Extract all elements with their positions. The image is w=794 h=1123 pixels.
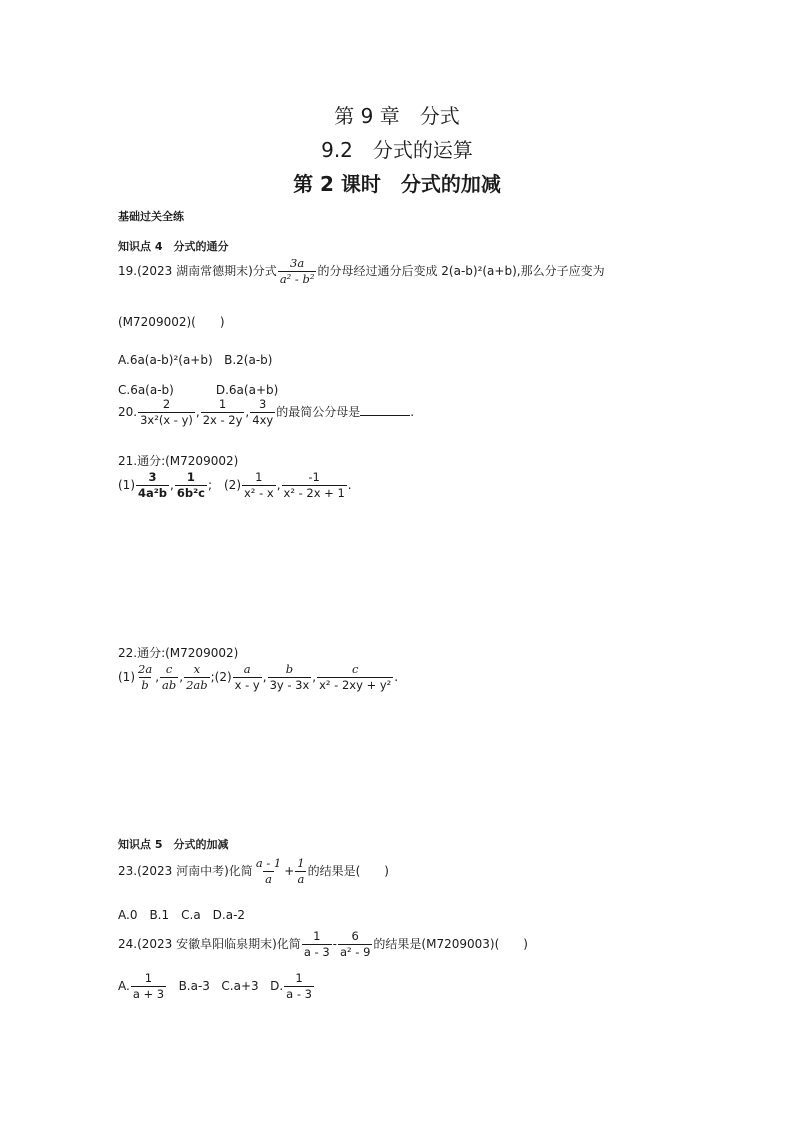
chapter-title: 第 9 章 分式	[334, 104, 460, 128]
question-19-code: (M7209002)( )	[118, 315, 225, 329]
question-21-title: 21.通分:(M7209002)	[118, 454, 239, 468]
knowledge-point-5: 知识点 5 分式的加减	[118, 838, 229, 851]
part-label: 基础过关全练	[118, 210, 184, 223]
question-19-options-ab: A.6a(a-b)²(a+b) B.2(a-b)	[118, 353, 273, 367]
question-19: 19.(2023 湖南常德期末)分式 $\frac{3a}{\text{a² - b²}}$ 的分母经过通分后变成 2(a-b)²(a+b),那么分子应变为	[118, 256, 605, 286]
question-20: 20. $\frac{2}{\text{3x²(x - y)}}$ , $\frac{1}{2x - 2y}$ , $\frac{3}{4xy}$ 的最简公分母是 .	[118, 397, 415, 427]
answer-blank[interactable]	[360, 405, 410, 416]
knowledge-point-4: 知识点 4 分式的通分	[118, 240, 229, 253]
question-24-options: A. $\frac{1}{a + 3}$ B.a-3 C.a+3 D. $\frac{1}{a - 3}$	[118, 971, 312, 1001]
section-title: 9.2 分式的运算	[321, 138, 473, 162]
question-22-title: 22.通分:(M7209002)	[118, 646, 239, 660]
question-21: (1) $\frac{3}{\text{4a²b}}$ , $\frac{1}{\text{6b²c}}$ ; (2) $\frac{1}{\text{x² - x}}$ , $\frac{-1}{\text{x² - 2x + 1}}$ .	[118, 470, 352, 500]
question-23: 23.(2023 河南中考)化简 $\frac{a - 1}{a}$ + $\frac{1}{a}$ 的结果是( )	[118, 856, 389, 886]
lesson-title: 第 2 课时 分式的加减	[293, 172, 501, 196]
question-24: 24.(2023 安徽阜阳临泉期末)化简 $\frac{1}{a - 3}$ - $\frac{6}{\text{a² - 9}}$ 的结果是(M7209003)( )	[118, 929, 528, 959]
question-23-options: A.0 B.1 C.a D.a-2	[118, 908, 246, 922]
question-19-options-cd: C.6a(a-b) D.6a(a+b)	[118, 383, 279, 397]
question-22: (1) $\frac{2a}{b}$ , $\frac{c}{ab}$ , $\frac{x}{2ab}$ ;(2) $\frac{a}{x - y}$ , $\frac{b}{3y - 3x}$ , $\frac{c}{\text{x² - 2xy + y²}}$ .	[118, 662, 399, 692]
